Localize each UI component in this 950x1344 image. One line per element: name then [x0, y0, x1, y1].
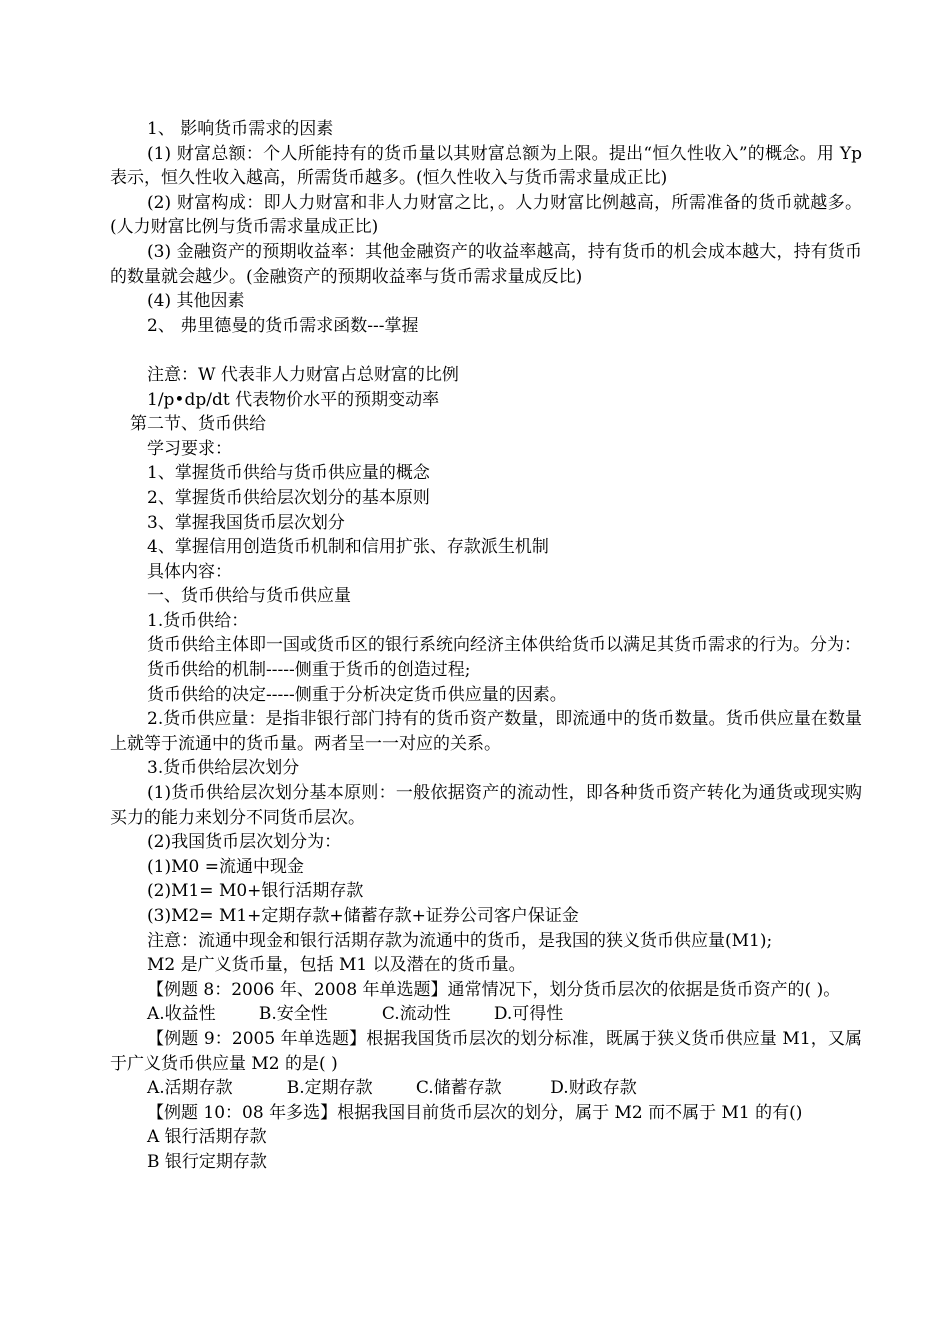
requirement-item: 3、掌握我国货币层次划分 [147, 512, 345, 533]
example-8-options: A.收益性 B.安全性 C.流动性 D.可得性 [147, 1004, 564, 1025]
example-10-option-a: A 银行活期存款 [147, 1127, 267, 1148]
heading-friedman-function: 2、 弗里德曼的货币需求函数---掌握 [147, 315, 419, 336]
paragraph-supply-mechanism: 货币供给的机制-----侧重于货币的创造过程; [147, 660, 471, 681]
example-10-question: 【例题 10：08 年多选】根据我国目前货币层次的划分，属于 M2 而不属于 M1 的有() [147, 1102, 803, 1123]
level-m1: (2)M1= M0+银行活期存款 [147, 881, 364, 902]
example-9-question: 【例题 9：2005 年单选题】根据我国货币层次的划分标准，既属于狭义货币供应量 M1，又属于广义货币供应量 M2 的是( ) [110, 1028, 862, 1074]
note-m1: 注意：流通中现金和银行活期存款为流通中的货币，是我国的狭义货币供应量(M1); [147, 930, 773, 951]
example-8-question: 【例题 8：2006 年、2008 年单选题】通常情况下，划分货币层次的依据是货币资产的( )。 [147, 979, 841, 1000]
paragraph-expected-return: (3) 金融资产的预期收益率：其他金融资产的收益率越高，持有货币的机会成本越大，持有货币的数量就会越少。(金融资产的预期收益率与货币需求量成反比) [110, 241, 862, 287]
paragraph-supply-quantity: 2.货币供应量：是指非银行部门持有的货币资产数量，即流通中的货币数量。货币供应量在数量上就等于流通中的货币量。两者呈一一对应的关系。 [110, 709, 862, 754]
note-price-change: 1/p•dp/dt 代表物价水平的预期变动率 [147, 389, 440, 410]
subheading-money-supply: 1.货币供给： [147, 610, 249, 631]
requirement-item: 1、掌握货币供给与货币供应量的概念 [147, 463, 430, 484]
subheading-supply-levels: 3.货币供给层次划分 [147, 758, 300, 779]
requirement-item: 2、掌握货币供给层次划分的基本原则 [147, 487, 430, 508]
study-requirements-label: 学习要求： [147, 438, 232, 459]
level-m2: (3)M2= M1+定期存款+储蓄存款+证券公司客户保证金 [147, 906, 579, 926]
content-label: 具体内容： [147, 561, 232, 582]
section-title-money-supply: 第二节、货币供给 [130, 414, 266, 435]
note-m2: M2 是广义货币量，包括 M1 以及潜在的货币量。 [147, 955, 526, 976]
note-w: 注意：W 代表非人力财富占总财富的比例 [147, 364, 459, 385]
paragraph-supply-determination: 货币供给的决定-----侧重于分析决定货币供应量的因素。 [147, 684, 567, 705]
example-10-option-b: B 银行定期存款 [147, 1151, 267, 1172]
blank-line [110, 338, 862, 363]
heading-factors: 1、 影响货币需求的因素 [147, 119, 334, 139]
requirement-item: 4、掌握信用创造货币机制和信用扩张、存款派生机制 [147, 537, 549, 558]
paragraph-level-principle: (1)货币供给层次划分基本原则：一般依据资产的流动性，即各种货币资产转化为通货或现实购买力的能力来划分不同货币层次。 [110, 783, 862, 828]
level-m0: (1)M0 =流通中现金 [147, 856, 304, 877]
subheading-supply: 一、货币供给与货币供应量 [147, 586, 351, 607]
paragraph-wealth-structure: (2) 财富构成：即人力财富和非人力财富之比，。人力财富比例越高，所需准备的货币就越多。(人力财富比例与货币需求量成正比) [110, 192, 862, 238]
paragraph-wealth-total: (1) 财富总额：个人所能持有的货币量以其财富总额为上限。提出“恒久性收入”的概念。用 Yp 表示，恒久性收入越高，所需货币越多。(恒久性收入与货币需求量成正比) [110, 143, 862, 189]
paragraph-supply-definition: 货币供给主体即一国或货币区的银行系统向经济主体供给货币以满足其货币需求的行为。分为： [147, 635, 861, 656]
document-body [110, 117, 862, 1175]
example-9-options: A.活期存款 B.定期存款 C.储蓄存款 D.财政存款 [147, 1078, 637, 1099]
paragraph-other-factors: (4) 其他因素 [147, 291, 245, 312]
paragraph-level-china: (2)我国货币层次划分为： [147, 832, 342, 853]
